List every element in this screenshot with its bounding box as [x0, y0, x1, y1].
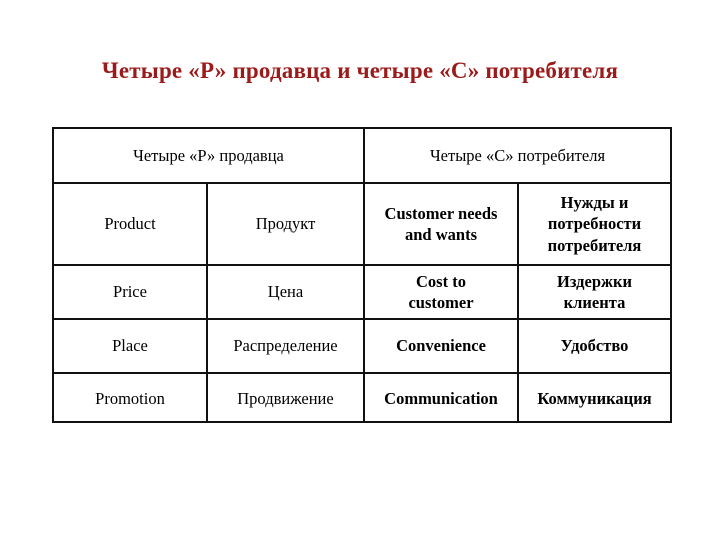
cell-promotion-ru: Продвижение	[237, 388, 334, 408]
cell-price-en: Price	[113, 282, 147, 302]
cell-communication: Communication	[384, 388, 498, 408]
cell-convenience-ru: Удобство	[560, 336, 629, 356]
cell-promotion-en: Promotion	[95, 388, 165, 408]
cell-price-ru: Цена	[267, 282, 304, 302]
slide-title: Четыре «Р» продавца и четыре «С» потребителя	[101, 58, 619, 83]
cell-consumer-needs-ru: Нужды и потребности потребителя	[547, 192, 642, 255]
cell-product-ru: Продукт	[255, 214, 316, 234]
cell-customer-costs-ru: Издержки клиента	[557, 271, 632, 312]
cell-communication-ru: Коммуникация	[537, 388, 652, 408]
comparison-table	[52, 127, 672, 423]
cell-product-en: Product	[104, 214, 156, 234]
cell-customer-needs: Customer needs and wants	[384, 203, 498, 244]
header-consumer-4c: Четыре «С» потребителя	[429, 145, 606, 165]
cell-place-en: Place	[112, 336, 148, 356]
header-seller-4p: Четыре «Р» продавца	[133, 145, 284, 165]
cell-convenience: Convenience	[396, 336, 486, 356]
cell-place-ru: Распределение	[233, 336, 338, 356]
cell-cost-to-customer: Cost to customer	[408, 271, 474, 312]
